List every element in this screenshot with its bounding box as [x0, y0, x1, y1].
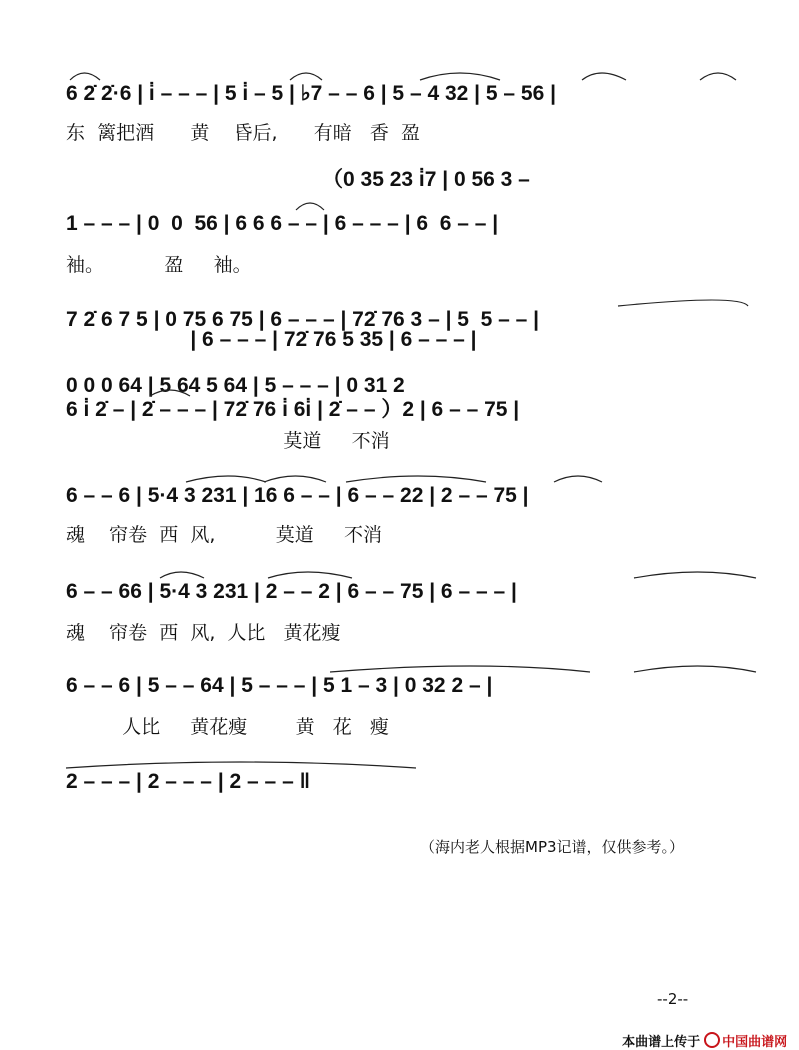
lyrics-8: 人比 黄花瘦 黄 花 瘦 — [110, 716, 389, 738]
footer-brand[interactable]: 中国曲谱网 — [722, 1035, 788, 1050]
notes-5a: 0 0 0 64 | 5 64 5 64 | 5 – – – | 0 31 2 — [66, 374, 405, 397]
lyrics-5: 莫道 不消 — [66, 430, 390, 452]
notes-2: （0 35 23 i̇7 | 0 56 3 – — [322, 168, 530, 191]
site-logo-icon — [704, 1032, 720, 1048]
notes-1: 6 2̇ 2̇·6 | i̇ – – – | 5 i̇ – 5 | ♭7 – – 6 | 5 – 4 32 | 5 – 56 | — [66, 82, 556, 105]
lyrics-7: 魂 帘卷 西 风, 人比 黄花瘦 — [66, 622, 341, 644]
notes-9: 2 – – – | 2 – – – | 2 – – – ‖ — [66, 770, 311, 793]
lyrics-6: 魂 帘卷 西 风, 莫道 不消 — [66, 524, 382, 546]
lyrics-3: 袖。 盈 袖。 — [66, 254, 252, 276]
lyrics-1: 东 篱把酒 黄 昏后, 有暗 香 盈 — [66, 122, 420, 144]
page-number: --2-- — [657, 990, 689, 1008]
notes-5b: 6 i̇ 2̇ – | 2̇ – – – | 72̇ 76 i̇ 6i̇ | 2̇ – – ）2 | 6 – – 75 | — [66, 398, 520, 421]
notes-4a: 7 2̇ 6 7 5 | 0 75 6 75 | 6 – – – | 72̇ 76 3 – | 5 5 – – | — [66, 308, 540, 331]
notes-6: 6 – – 6 | 5·4 3 231 | 16 6 – – | 6 – – 22 | 2 – – 75 | — [66, 484, 529, 507]
notes-3: 1 – – – | 0 0 56 | 6 6 6 – – | 6 – – – | 6 6 – – | — [66, 212, 499, 235]
notes-8: 6 – – 6 | 5 – – 64 | 5 – – – | 5 1 – 3 | 0 32 2 – | — [66, 674, 493, 697]
notes-4b: | 6 – – – | 72̇ 76 5 35 | 6 – – – | — [132, 328, 477, 351]
transcription-note: （海内老人根据MP3记谱，仅供参考。） — [420, 838, 685, 856]
footer-prefix: 本曲谱上传于 — [622, 1035, 701, 1050]
notes-7: 6 – – 66 | 5·4 3 231 | 2 – – 2 | 6 – – 75 | 6 – – – | — [66, 580, 517, 603]
footer — [613, 1016, 787, 1050]
